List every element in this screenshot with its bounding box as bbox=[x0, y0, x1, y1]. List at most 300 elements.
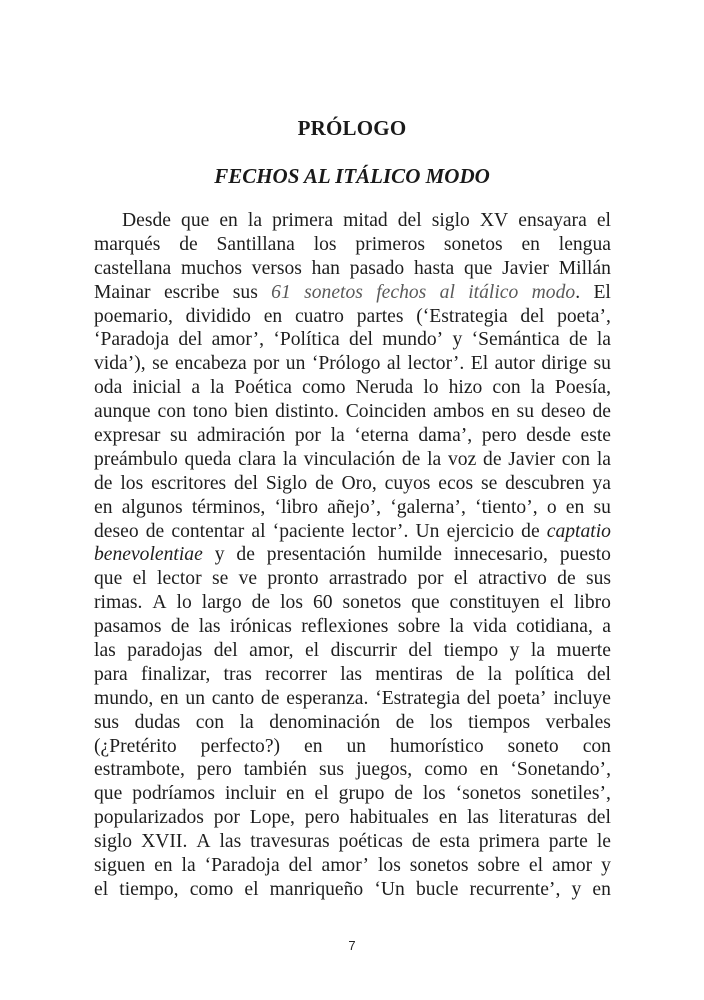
word bbox=[186, 305, 251, 329]
word bbox=[356, 758, 412, 782]
text-run: la bbox=[530, 377, 545, 399]
text-run: 60 bbox=[312, 592, 333, 614]
word bbox=[593, 400, 612, 424]
text-run: primeros bbox=[355, 233, 426, 255]
word bbox=[396, 711, 415, 735]
word bbox=[541, 400, 586, 424]
text-run: primera bbox=[478, 831, 540, 853]
text-run: pasado bbox=[349, 257, 405, 279]
text-run: la bbox=[449, 616, 464, 638]
word bbox=[133, 567, 147, 591]
word bbox=[417, 567, 443, 591]
word bbox=[214, 639, 238, 663]
text-run: de bbox=[401, 448, 421, 470]
text-run: dudas bbox=[134, 711, 181, 733]
text-run: pasamos bbox=[94, 616, 162, 638]
word bbox=[390, 735, 484, 759]
word bbox=[581, 424, 611, 448]
text-run: del bbox=[408, 640, 433, 662]
word bbox=[94, 854, 145, 878]
text-run: de bbox=[395, 711, 415, 733]
word bbox=[119, 878, 178, 902]
text-run: la bbox=[530, 640, 546, 662]
word bbox=[94, 567, 122, 591]
text-run: discurrir bbox=[330, 640, 397, 662]
text-run: de bbox=[179, 233, 198, 255]
text-run: escritores bbox=[151, 472, 227, 494]
text-run: este bbox=[580, 425, 611, 447]
text-run: mundo’ bbox=[382, 329, 444, 351]
text-run: la bbox=[181, 855, 196, 877]
body-line bbox=[94, 400, 611, 424]
word bbox=[478, 567, 547, 591]
word bbox=[212, 687, 254, 711]
text-run: lector’. bbox=[407, 353, 465, 375]
word bbox=[94, 758, 185, 782]
text-run: ambos bbox=[433, 401, 485, 423]
body-line bbox=[94, 305, 611, 329]
text-run: queda bbox=[184, 448, 232, 470]
text-run: tono bbox=[192, 401, 228, 423]
text-run: y bbox=[509, 640, 520, 662]
text-run: Lope, bbox=[249, 807, 295, 829]
word bbox=[423, 376, 438, 400]
text-run: poeta’ bbox=[497, 687, 547, 709]
word bbox=[587, 663, 611, 687]
word bbox=[250, 806, 295, 830]
text-run: con bbox=[492, 377, 521, 399]
word bbox=[423, 782, 446, 806]
body-line bbox=[94, 711, 611, 735]
word bbox=[202, 591, 242, 615]
text-run: de bbox=[94, 472, 113, 494]
text-run: presentación bbox=[266, 544, 366, 566]
word bbox=[141, 663, 210, 687]
text-run: en bbox=[479, 759, 499, 781]
word bbox=[233, 281, 258, 305]
text-run: también bbox=[243, 759, 307, 781]
body-line bbox=[94, 520, 611, 544]
text-run: en bbox=[438, 807, 458, 829]
text-run: la bbox=[247, 210, 263, 231]
word bbox=[215, 543, 225, 567]
word bbox=[341, 472, 376, 496]
text-run: siglo bbox=[94, 831, 133, 853]
body-line bbox=[94, 472, 611, 496]
text-run: sobre bbox=[397, 616, 441, 638]
body-line bbox=[94, 591, 611, 615]
body-line bbox=[94, 376, 611, 400]
text-run: como bbox=[424, 759, 468, 781]
word bbox=[304, 448, 395, 472]
text-run: la bbox=[282, 448, 297, 470]
text-run: a bbox=[191, 377, 201, 399]
text-run: política bbox=[515, 663, 574, 685]
body-line bbox=[94, 830, 611, 854]
word bbox=[505, 472, 584, 496]
word bbox=[592, 472, 611, 496]
word bbox=[354, 424, 408, 448]
page-number: 7 bbox=[348, 938, 356, 953]
word bbox=[122, 496, 183, 520]
text-run: voz bbox=[447, 448, 477, 470]
word bbox=[94, 639, 116, 663]
word bbox=[295, 305, 344, 329]
word bbox=[467, 806, 489, 830]
text-run: su bbox=[593, 353, 611, 375]
text-run: con bbox=[157, 401, 186, 423]
word bbox=[349, 806, 428, 830]
word bbox=[586, 567, 611, 591]
word bbox=[529, 854, 543, 878]
word bbox=[340, 663, 362, 687]
text-run: constituyen bbox=[449, 592, 540, 614]
word bbox=[331, 424, 345, 448]
word bbox=[212, 328, 264, 352]
word bbox=[508, 448, 555, 472]
text-run: XVII. bbox=[141, 831, 188, 853]
word bbox=[295, 424, 321, 448]
word bbox=[250, 830, 329, 854]
text-run: el bbox=[596, 210, 611, 231]
word bbox=[454, 543, 548, 567]
word bbox=[280, 591, 303, 615]
word bbox=[158, 400, 186, 424]
word bbox=[304, 281, 363, 305]
text-run: paradojas bbox=[127, 640, 203, 662]
word bbox=[230, 615, 292, 639]
word bbox=[132, 782, 215, 806]
word bbox=[265, 663, 327, 687]
text-run: de bbox=[521, 520, 540, 542]
text-run: aunque bbox=[94, 401, 151, 423]
word bbox=[252, 591, 271, 615]
text-run: de bbox=[170, 616, 190, 638]
word bbox=[547, 520, 611, 544]
text-run: juegos, bbox=[356, 759, 413, 781]
word bbox=[151, 472, 226, 496]
text-run: Mainar bbox=[94, 281, 151, 303]
text-run: bucle bbox=[415, 878, 459, 900]
word bbox=[427, 448, 441, 472]
text-run: mitad bbox=[343, 210, 388, 231]
word bbox=[135, 711, 181, 735]
word bbox=[94, 305, 173, 329]
text-run: sus bbox=[585, 568, 611, 590]
word bbox=[450, 591, 540, 615]
text-run: en bbox=[592, 878, 611, 900]
word bbox=[275, 400, 339, 424]
body-line bbox=[94, 615, 611, 639]
text-run: ejercicio bbox=[446, 520, 515, 542]
word bbox=[302, 376, 346, 400]
word bbox=[531, 639, 545, 663]
word bbox=[450, 615, 464, 639]
text-run: ‘libro bbox=[274, 496, 319, 518]
text-run: ‘eterna bbox=[354, 425, 409, 447]
text-run: A bbox=[196, 831, 211, 853]
text-run: de bbox=[455, 663, 475, 685]
body-line bbox=[94, 687, 611, 711]
word bbox=[447, 520, 514, 544]
text-run: escribe bbox=[163, 281, 220, 303]
word bbox=[127, 639, 202, 663]
text-run: distinto. bbox=[275, 401, 339, 423]
word bbox=[439, 830, 469, 854]
word bbox=[244, 878, 258, 902]
word bbox=[415, 520, 439, 544]
text-run: del bbox=[213, 640, 238, 662]
word bbox=[482, 424, 517, 448]
word bbox=[122, 209, 171, 233]
word bbox=[199, 615, 221, 639]
body-line bbox=[94, 233, 611, 257]
text-run: verbales bbox=[545, 711, 611, 733]
word bbox=[375, 663, 442, 687]
word bbox=[550, 591, 564, 615]
text-run: lo bbox=[423, 377, 439, 399]
text-run: bien bbox=[234, 401, 269, 423]
text-run: la bbox=[239, 711, 254, 733]
word bbox=[408, 352, 465, 376]
word bbox=[205, 854, 280, 878]
body-line bbox=[94, 639, 611, 663]
text-run: encabeza bbox=[174, 353, 247, 375]
word bbox=[467, 687, 491, 711]
word bbox=[225, 782, 276, 806]
text-run: recorrer bbox=[265, 663, 328, 685]
text-run: en bbox=[304, 735, 323, 757]
word bbox=[331, 639, 397, 663]
word bbox=[416, 878, 458, 902]
text-run: amor bbox=[551, 855, 593, 877]
text-run: por bbox=[417, 568, 444, 590]
word bbox=[515, 663, 574, 687]
text-run: en bbox=[286, 783, 305, 805]
word bbox=[177, 591, 192, 615]
text-run: el bbox=[244, 878, 259, 900]
word bbox=[197, 758, 232, 782]
word bbox=[557, 305, 611, 329]
text-run: puesto bbox=[559, 544, 611, 566]
word bbox=[449, 376, 483, 400]
word bbox=[439, 806, 458, 830]
word bbox=[411, 591, 439, 615]
chapter-subtitle: FECHOS AL ITÁLICO MODO bbox=[214, 164, 490, 188]
word bbox=[510, 758, 611, 782]
word bbox=[175, 352, 247, 376]
word bbox=[583, 735, 611, 759]
word bbox=[327, 496, 381, 520]
italic-text: fechos bbox=[376, 281, 427, 303]
word bbox=[271, 281, 291, 305]
text-run: lector bbox=[157, 568, 202, 590]
text-run: cotidiana, bbox=[516, 616, 593, 638]
word bbox=[560, 543, 611, 567]
text-run: Javier bbox=[502, 257, 549, 279]
word bbox=[416, 305, 507, 329]
text-run: Desde bbox=[122, 210, 171, 231]
word bbox=[191, 376, 200, 400]
text-run: tiempos bbox=[468, 711, 531, 733]
word bbox=[94, 878, 108, 902]
text-run: con bbox=[561, 448, 591, 470]
word bbox=[94, 281, 151, 305]
text-run: que bbox=[94, 783, 123, 805]
text-run: ya bbox=[592, 472, 611, 494]
word bbox=[424, 758, 468, 782]
text-run: los bbox=[313, 233, 337, 255]
word bbox=[481, 472, 497, 496]
word bbox=[602, 615, 611, 639]
text-run: los bbox=[377, 855, 401, 877]
text-run: sus bbox=[318, 759, 345, 781]
word bbox=[273, 328, 339, 352]
text-run: dividido bbox=[185, 305, 251, 327]
text-run: (¿Pretérito bbox=[94, 735, 177, 757]
text-run: descubren bbox=[505, 472, 585, 494]
text-run: el bbox=[94, 878, 109, 900]
text-run: y bbox=[452, 329, 463, 351]
word bbox=[94, 520, 139, 544]
text-run: hasta bbox=[413, 257, 455, 279]
body-line bbox=[94, 543, 611, 567]
word bbox=[526, 424, 571, 448]
word bbox=[349, 328, 373, 352]
word bbox=[398, 615, 440, 639]
text-run: ‘Semántica bbox=[471, 329, 560, 351]
word bbox=[219, 209, 238, 233]
word bbox=[346, 400, 427, 424]
word bbox=[234, 376, 292, 400]
text-run: la bbox=[427, 448, 442, 470]
text-run: primera bbox=[272, 210, 334, 231]
word bbox=[312, 257, 340, 281]
word bbox=[410, 854, 469, 878]
word bbox=[94, 376, 122, 400]
word bbox=[592, 878, 611, 902]
text-run: del bbox=[349, 329, 373, 351]
word bbox=[234, 400, 268, 424]
body-line bbox=[94, 281, 611, 305]
text-run: sonetos bbox=[443, 233, 503, 255]
text-run: ‘sonetos bbox=[455, 783, 521, 805]
text-run: por bbox=[213, 807, 240, 829]
word bbox=[597, 830, 611, 854]
word bbox=[480, 758, 499, 782]
word bbox=[562, 448, 590, 472]
text-run: de bbox=[592, 401, 611, 423]
word bbox=[569, 328, 588, 352]
word bbox=[94, 663, 128, 687]
word bbox=[286, 782, 305, 806]
text-run: con bbox=[582, 735, 611, 757]
text-run: (‘Estrategia bbox=[416, 305, 508, 327]
word bbox=[375, 687, 460, 711]
text-run: de bbox=[557, 568, 576, 590]
word bbox=[438, 472, 473, 496]
text-run: sonetiles’, bbox=[530, 783, 611, 805]
text-run: inicial bbox=[132, 377, 182, 399]
text-run: un bbox=[346, 735, 367, 757]
text-run: su bbox=[169, 425, 188, 447]
text-run: Javier bbox=[508, 448, 556, 470]
text-run: del bbox=[520, 305, 545, 327]
text-run: su bbox=[516, 401, 535, 423]
word bbox=[238, 448, 276, 472]
text-run: marqués bbox=[94, 233, 161, 255]
text-run: al bbox=[251, 520, 266, 542]
text-run: dama’, bbox=[418, 425, 473, 447]
text-run: tiempo bbox=[443, 640, 499, 662]
word bbox=[430, 711, 453, 735]
text-run: por bbox=[294, 425, 321, 447]
text-run: finalizar, bbox=[140, 663, 211, 685]
text-run: grupo bbox=[338, 783, 385, 805]
word bbox=[552, 854, 592, 878]
word bbox=[224, 663, 252, 687]
word bbox=[376, 281, 426, 305]
text-run: vida’), bbox=[94, 353, 146, 375]
word bbox=[210, 376, 224, 400]
word bbox=[479, 830, 540, 854]
italic-text: modo bbox=[531, 281, 576, 303]
text-run: a bbox=[602, 616, 611, 638]
italic-text: benevolentiae bbox=[94, 544, 203, 566]
text-run: del bbox=[178, 329, 203, 351]
text-run: términos, bbox=[191, 496, 266, 518]
text-run: de bbox=[145, 520, 165, 542]
word bbox=[274, 496, 318, 520]
text-run: del bbox=[466, 687, 491, 709]
italic-text: sonetos bbox=[304, 281, 363, 303]
word bbox=[378, 543, 442, 567]
word bbox=[557, 567, 576, 591]
word bbox=[343, 209, 388, 233]
text-run: que bbox=[181, 210, 210, 231]
text-run: poeta’, bbox=[557, 305, 611, 327]
word bbox=[432, 209, 470, 233]
text-run: en bbox=[154, 855, 173, 877]
text-run: recurrente’, bbox=[469, 878, 561, 900]
word bbox=[475, 496, 538, 520]
word bbox=[261, 687, 280, 711]
word bbox=[593, 281, 610, 305]
word bbox=[185, 448, 232, 472]
text-run: XV bbox=[479, 210, 509, 231]
word bbox=[541, 352, 587, 376]
word bbox=[269, 711, 380, 735]
word bbox=[185, 687, 205, 711]
text-run: muchos bbox=[181, 257, 242, 279]
text-run: humorístico bbox=[390, 735, 484, 757]
text-run: partes bbox=[356, 305, 404, 327]
text-run: siglo bbox=[431, 210, 470, 231]
word bbox=[196, 711, 224, 735]
word bbox=[217, 233, 295, 257]
word bbox=[94, 543, 203, 567]
text-run: sobre bbox=[477, 855, 520, 877]
text-run: pero bbox=[481, 425, 517, 447]
text-run: el bbox=[314, 783, 329, 805]
body-line bbox=[94, 567, 611, 591]
word bbox=[201, 735, 280, 759]
text-run: amor’ bbox=[321, 855, 370, 877]
text-run: habituales bbox=[349, 807, 429, 829]
text-run: irónicas bbox=[229, 616, 292, 638]
text-run: las bbox=[219, 831, 242, 853]
word bbox=[94, 328, 169, 352]
